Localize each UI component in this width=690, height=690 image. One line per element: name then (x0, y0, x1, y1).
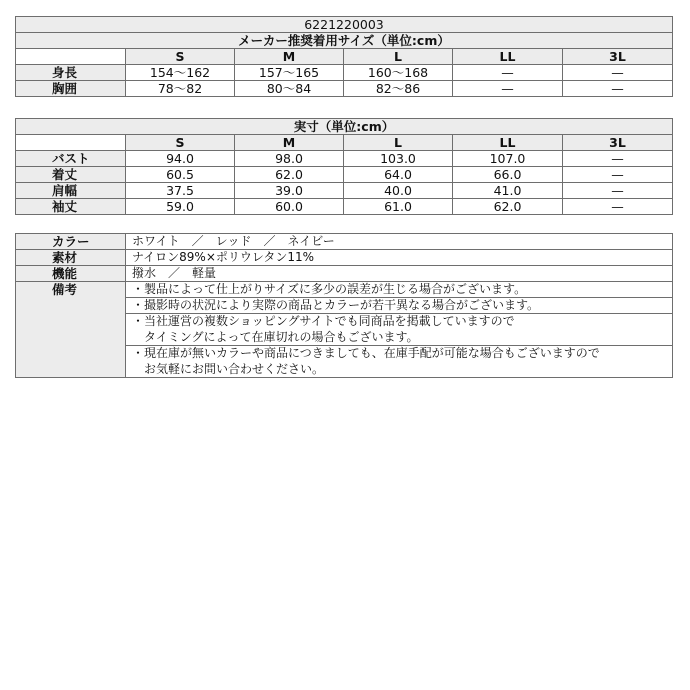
row-label: 胸囲 (16, 81, 126, 97)
note-item (126, 298, 673, 314)
color-label: カラー (16, 234, 126, 250)
detail-row-function (16, 266, 673, 282)
cell-value: — (563, 151, 673, 167)
size-header: S (126, 135, 235, 151)
cell-value: 37.5 (126, 183, 235, 199)
note-line: ・製品によって仕上がりサイズに多少の誤差が生じる場合がございます。 (132, 282, 527, 296)
cell-value: 59.0 (126, 199, 235, 215)
size-header: L (344, 49, 453, 65)
cell-value: 107.0 (453, 151, 563, 167)
note-line: ・当社運営の複数ショッピングサイトでも同商品を掲載していますので (132, 314, 515, 328)
cell-value: — (563, 183, 673, 199)
function-value: 撥水 ／ 軽量 (126, 266, 673, 282)
table-row (16, 81, 673, 97)
cell-value: 66.0 (453, 167, 563, 183)
header-corner (16, 49, 126, 65)
table-row (16, 65, 673, 81)
detail-row-material (16, 250, 673, 266)
cell-value: — (563, 167, 673, 183)
cell-value: 62.0 (235, 167, 344, 183)
cell-value: — (453, 65, 563, 81)
cell-value: 41.0 (453, 183, 563, 199)
cell-value: 157〜165 (235, 65, 344, 81)
material-value: ナイロン89%×ポリウレタン11% (126, 250, 673, 266)
note-line: タイミングによって在庫切れの場合もございます。 (132, 329, 419, 344)
size-header: LL (453, 135, 563, 151)
cell-value: 80〜84 (235, 81, 344, 97)
material-label: 素材 (16, 250, 126, 266)
row-label: 肩幅 (16, 183, 126, 199)
cell-value: 98.0 (235, 151, 344, 167)
size-header: L (344, 135, 453, 151)
cell-value: 60.5 (126, 167, 235, 183)
cell-value: — (563, 81, 673, 97)
notes-label: 備考 (16, 282, 126, 378)
table-row (16, 167, 673, 183)
cell-value: 39.0 (235, 183, 344, 199)
cell-value: 82〜86 (344, 81, 453, 97)
product-details-table (15, 233, 673, 378)
color-value: ホワイト ／ レッド ／ ネイビー (126, 234, 673, 250)
table-row (16, 151, 673, 167)
cell-value: — (563, 199, 673, 215)
size-header: M (235, 49, 344, 65)
detail-row-color (16, 234, 673, 250)
cell-value: 78〜82 (126, 81, 235, 97)
recommended-size-table (15, 16, 673, 97)
note-item (126, 282, 673, 298)
note-item (126, 314, 673, 346)
cell-value: 61.0 (344, 199, 453, 215)
product-code: 6221220003 (16, 17, 673, 33)
recommended-size-title: メーカー推奨着用サイズ（単位:cm） (16, 33, 673, 49)
size-header: S (126, 49, 235, 65)
note-item (126, 346, 673, 378)
row-label: 身長 (16, 65, 126, 81)
actual-size-title: 実寸（単位:cm） (16, 119, 673, 135)
table-row (16, 183, 673, 199)
cell-value: 60.0 (235, 199, 344, 215)
table-row (16, 199, 673, 215)
cell-value: 154〜162 (126, 65, 235, 81)
size-header: 3L (563, 135, 673, 151)
cell-value: 64.0 (344, 167, 453, 183)
size-header: M (235, 135, 344, 151)
note-line: ・撮影時の状況により実際の商品とカラーが若干異なる場合がございます。 (132, 298, 540, 312)
actual-size-table (15, 118, 673, 215)
note-line: ・現在庫が無いカラーや商品につきましても、在庫手配が可能な場合もございますので (132, 346, 600, 360)
detail-row-note (16, 282, 673, 298)
cell-value: 160〜168 (344, 65, 453, 81)
cell-value: — (453, 81, 563, 97)
size-header: 3L (563, 49, 673, 65)
cell-value: 40.0 (344, 183, 453, 199)
cell-value: 94.0 (126, 151, 235, 167)
note-line: お気軽にお問い合わせください。 (132, 361, 325, 376)
row-label: 袖丈 (16, 199, 126, 215)
row-label: バスト (16, 151, 126, 167)
function-label: 機能 (16, 266, 126, 282)
cell-value: 103.0 (344, 151, 453, 167)
size-header: LL (453, 49, 563, 65)
cell-value: — (563, 65, 673, 81)
cell-value: 62.0 (453, 199, 563, 215)
row-label: 着丈 (16, 167, 126, 183)
header-corner (16, 135, 126, 151)
